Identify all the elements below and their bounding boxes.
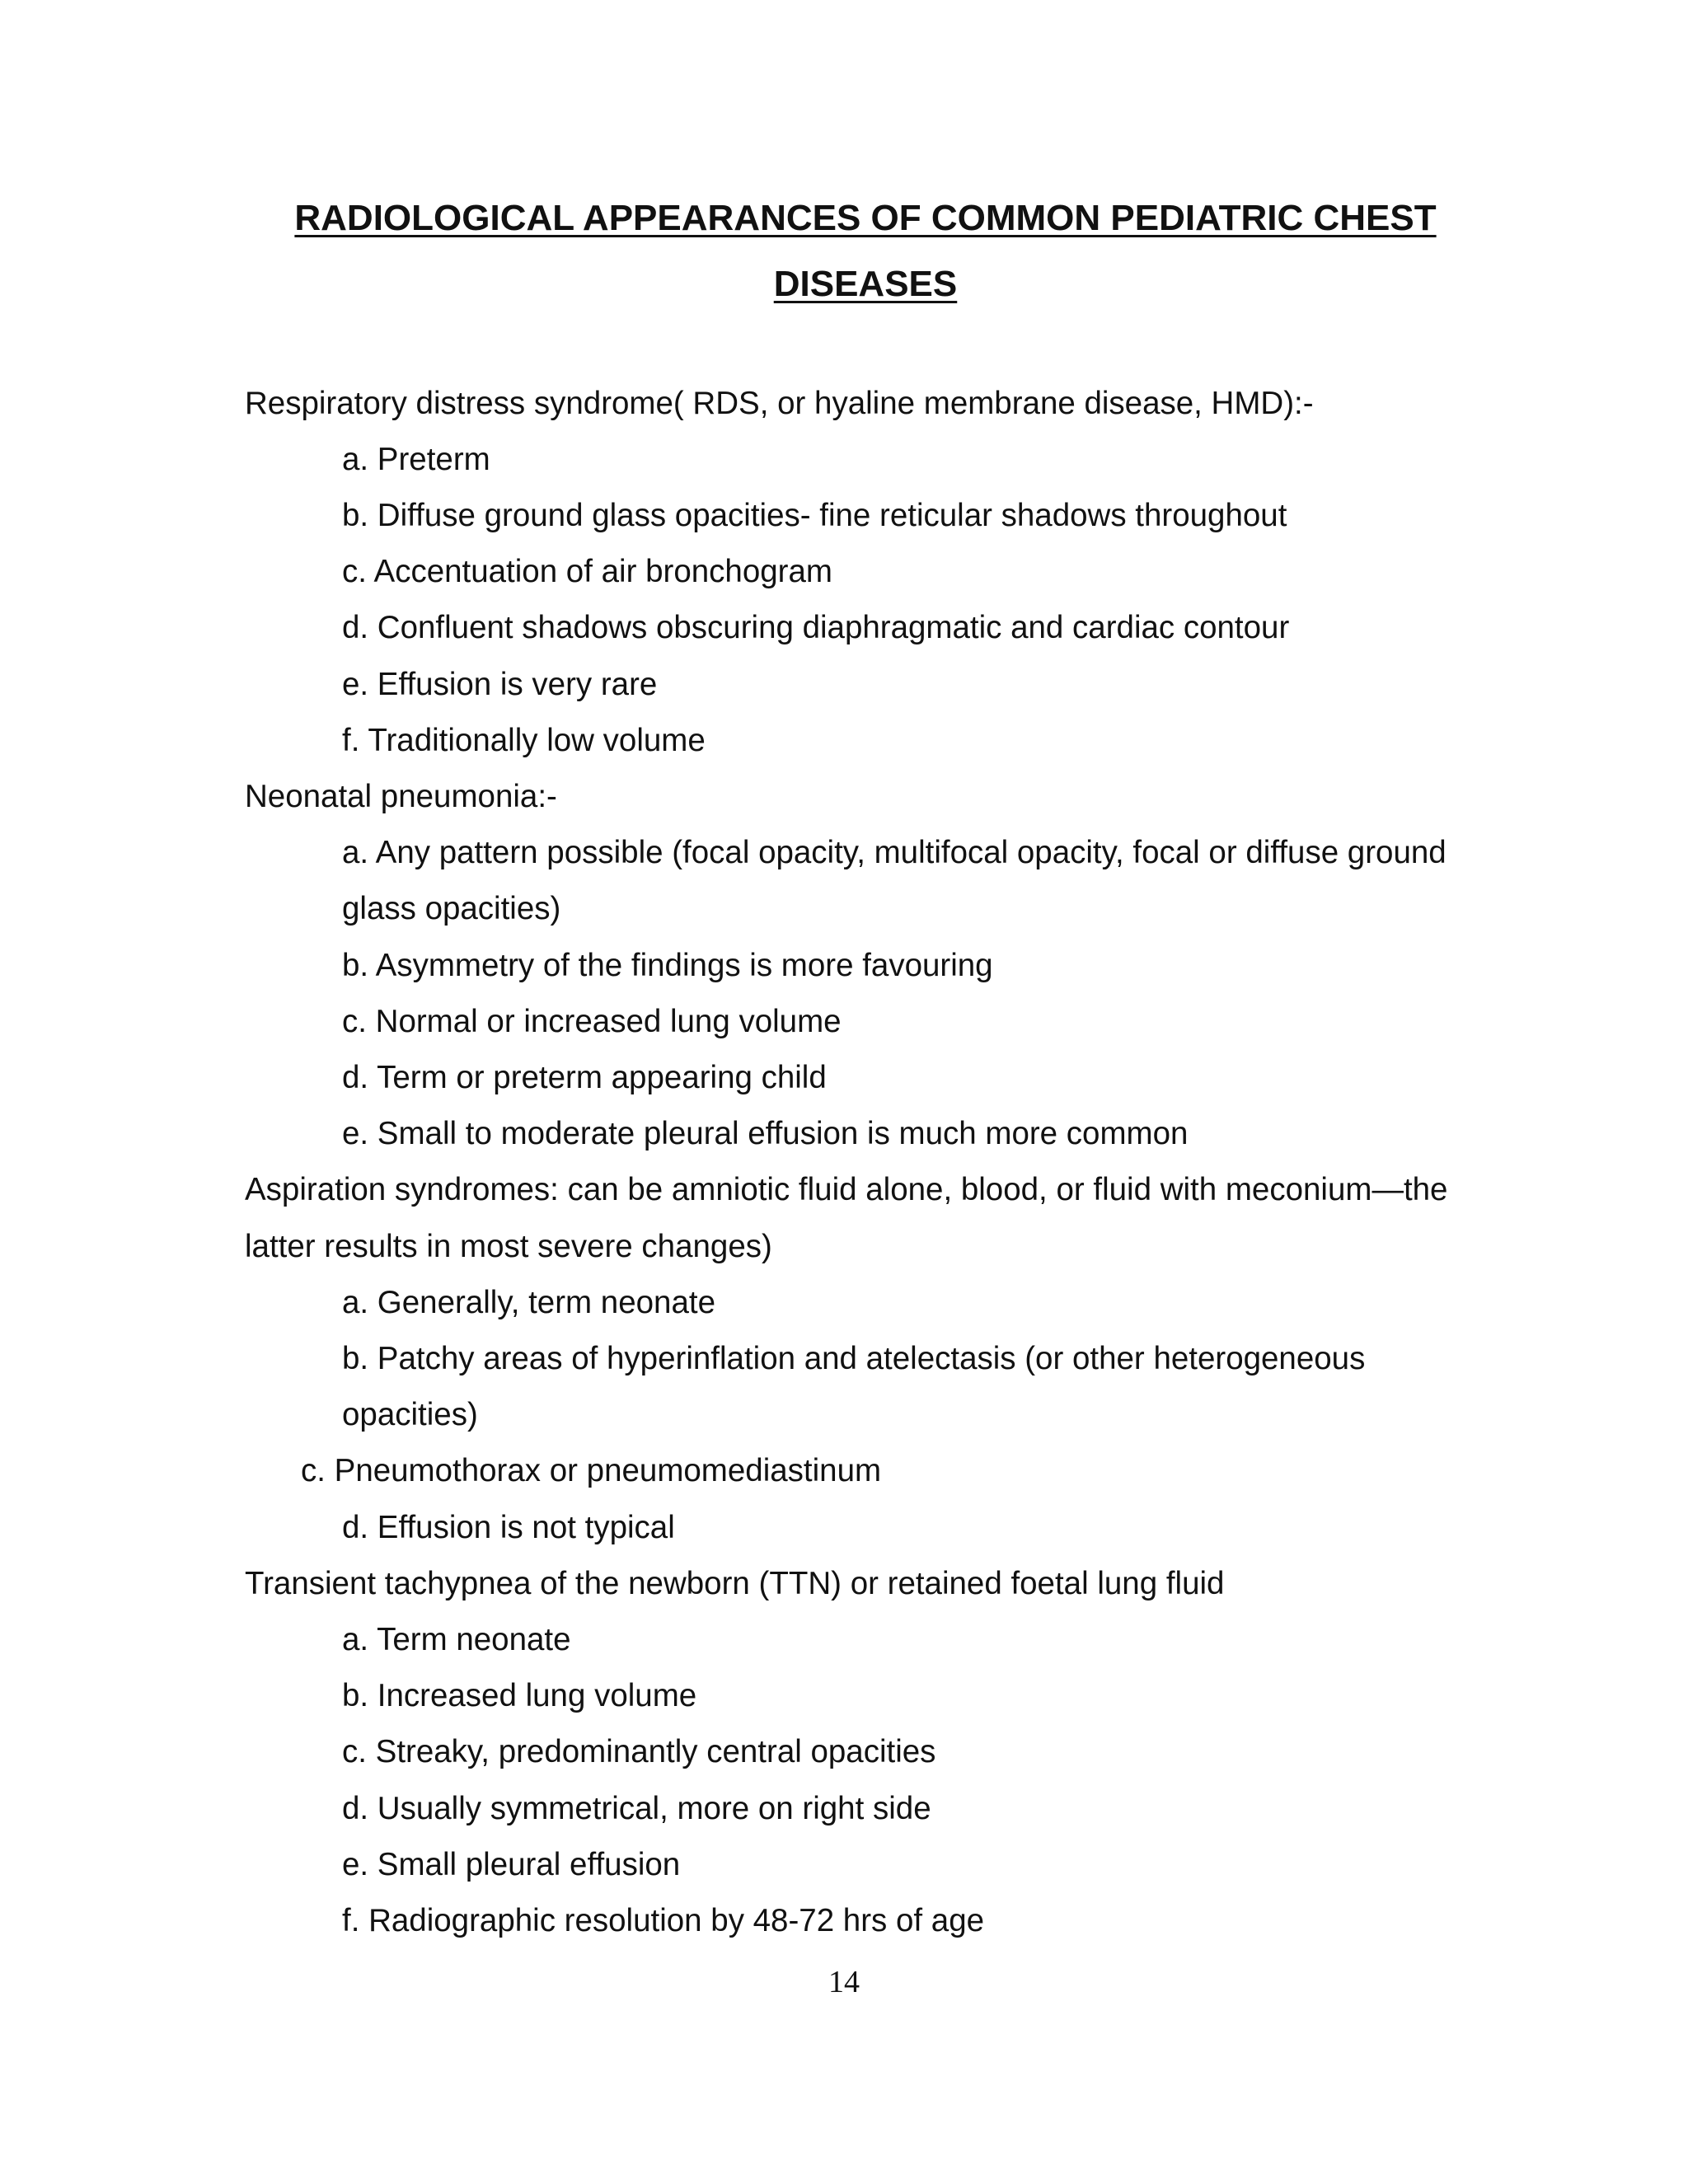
list-item: b. Patchy areas of hyperinflation and atelectasis (or other heterogeneous — [342, 1341, 1366, 1376]
section-heading-aspiration-line-2: latter results in most severe changes) — [245, 1229, 772, 1264]
page-title-line-2: DISEASES — [773, 264, 958, 304]
list-item: f. Radiographic resolution by 48-72 hrs of age — [342, 1903, 985, 1938]
list-item: c. Streaky, predominantly central opacities — [342, 1734, 936, 1769]
list-item: a. Any pattern possible (focal opacity, multifocal opacity, focal or diffuse ground — [342, 835, 1447, 870]
list-item: e. Effusion is very rare — [342, 667, 658, 702]
section-heading-rds: Respiratory distress syndrome( RDS, or hyaline membrane disease, HMD):- — [245, 386, 1314, 421]
list-item-continuation: glass opacities) — [342, 891, 561, 926]
list-item: a. Generally, term neonate — [342, 1285, 715, 1320]
list-item: c. Normal or increased lung volume — [342, 1004, 842, 1039]
list-item: b. Diffuse ground glass opacities- fine reticular shadows throughout — [342, 498, 1287, 533]
list-item: d. Confluent shadows obscuring diaphragmatic and cardiac contour — [342, 610, 1290, 645]
list-item: e. Small to moderate pleural effusion is much more common — [342, 1116, 1189, 1151]
list-item: e. Small pleural effusion — [342, 1847, 681, 1882]
list-item: d. Usually symmetrical, more on right side — [342, 1791, 931, 1826]
list-item: c. Pneumothorax or pneumomediastinum — [301, 1453, 882, 1488]
list-item: f. Traditionally low volume — [342, 723, 706, 758]
list-item: d. Term or preterm appearing child — [342, 1060, 827, 1095]
section-heading-aspiration-line-1: Aspiration syndromes: can be amniotic fluid alone, blood, or fluid with meconium—the — [245, 1172, 1448, 1207]
list-item-continuation: opacities) — [342, 1397, 478, 1432]
list-item: d. Effusion is not typical — [342, 1510, 675, 1545]
list-item: a. Preterm — [342, 442, 490, 477]
list-item: b. Asymmetry of the findings is more favouring — [342, 948, 993, 983]
page-number: 14 — [828, 1965, 860, 1999]
list-item: c. Accentuation of air bronchogram — [342, 554, 832, 589]
page-title-line-1: RADIOLOGICAL APPEARANCES OF COMMON PEDIATRIC CHEST — [294, 198, 1437, 238]
section-heading-neonatal-pneumonia: Neonatal pneumonia:- — [245, 779, 557, 814]
list-item: a. Term neonate — [342, 1622, 571, 1657]
list-item: b. Increased lung volume — [342, 1678, 697, 1713]
section-heading-ttn: Transient tachypnea of the newborn (TTN) or retained foetal lung fluid — [245, 1566, 1225, 1601]
